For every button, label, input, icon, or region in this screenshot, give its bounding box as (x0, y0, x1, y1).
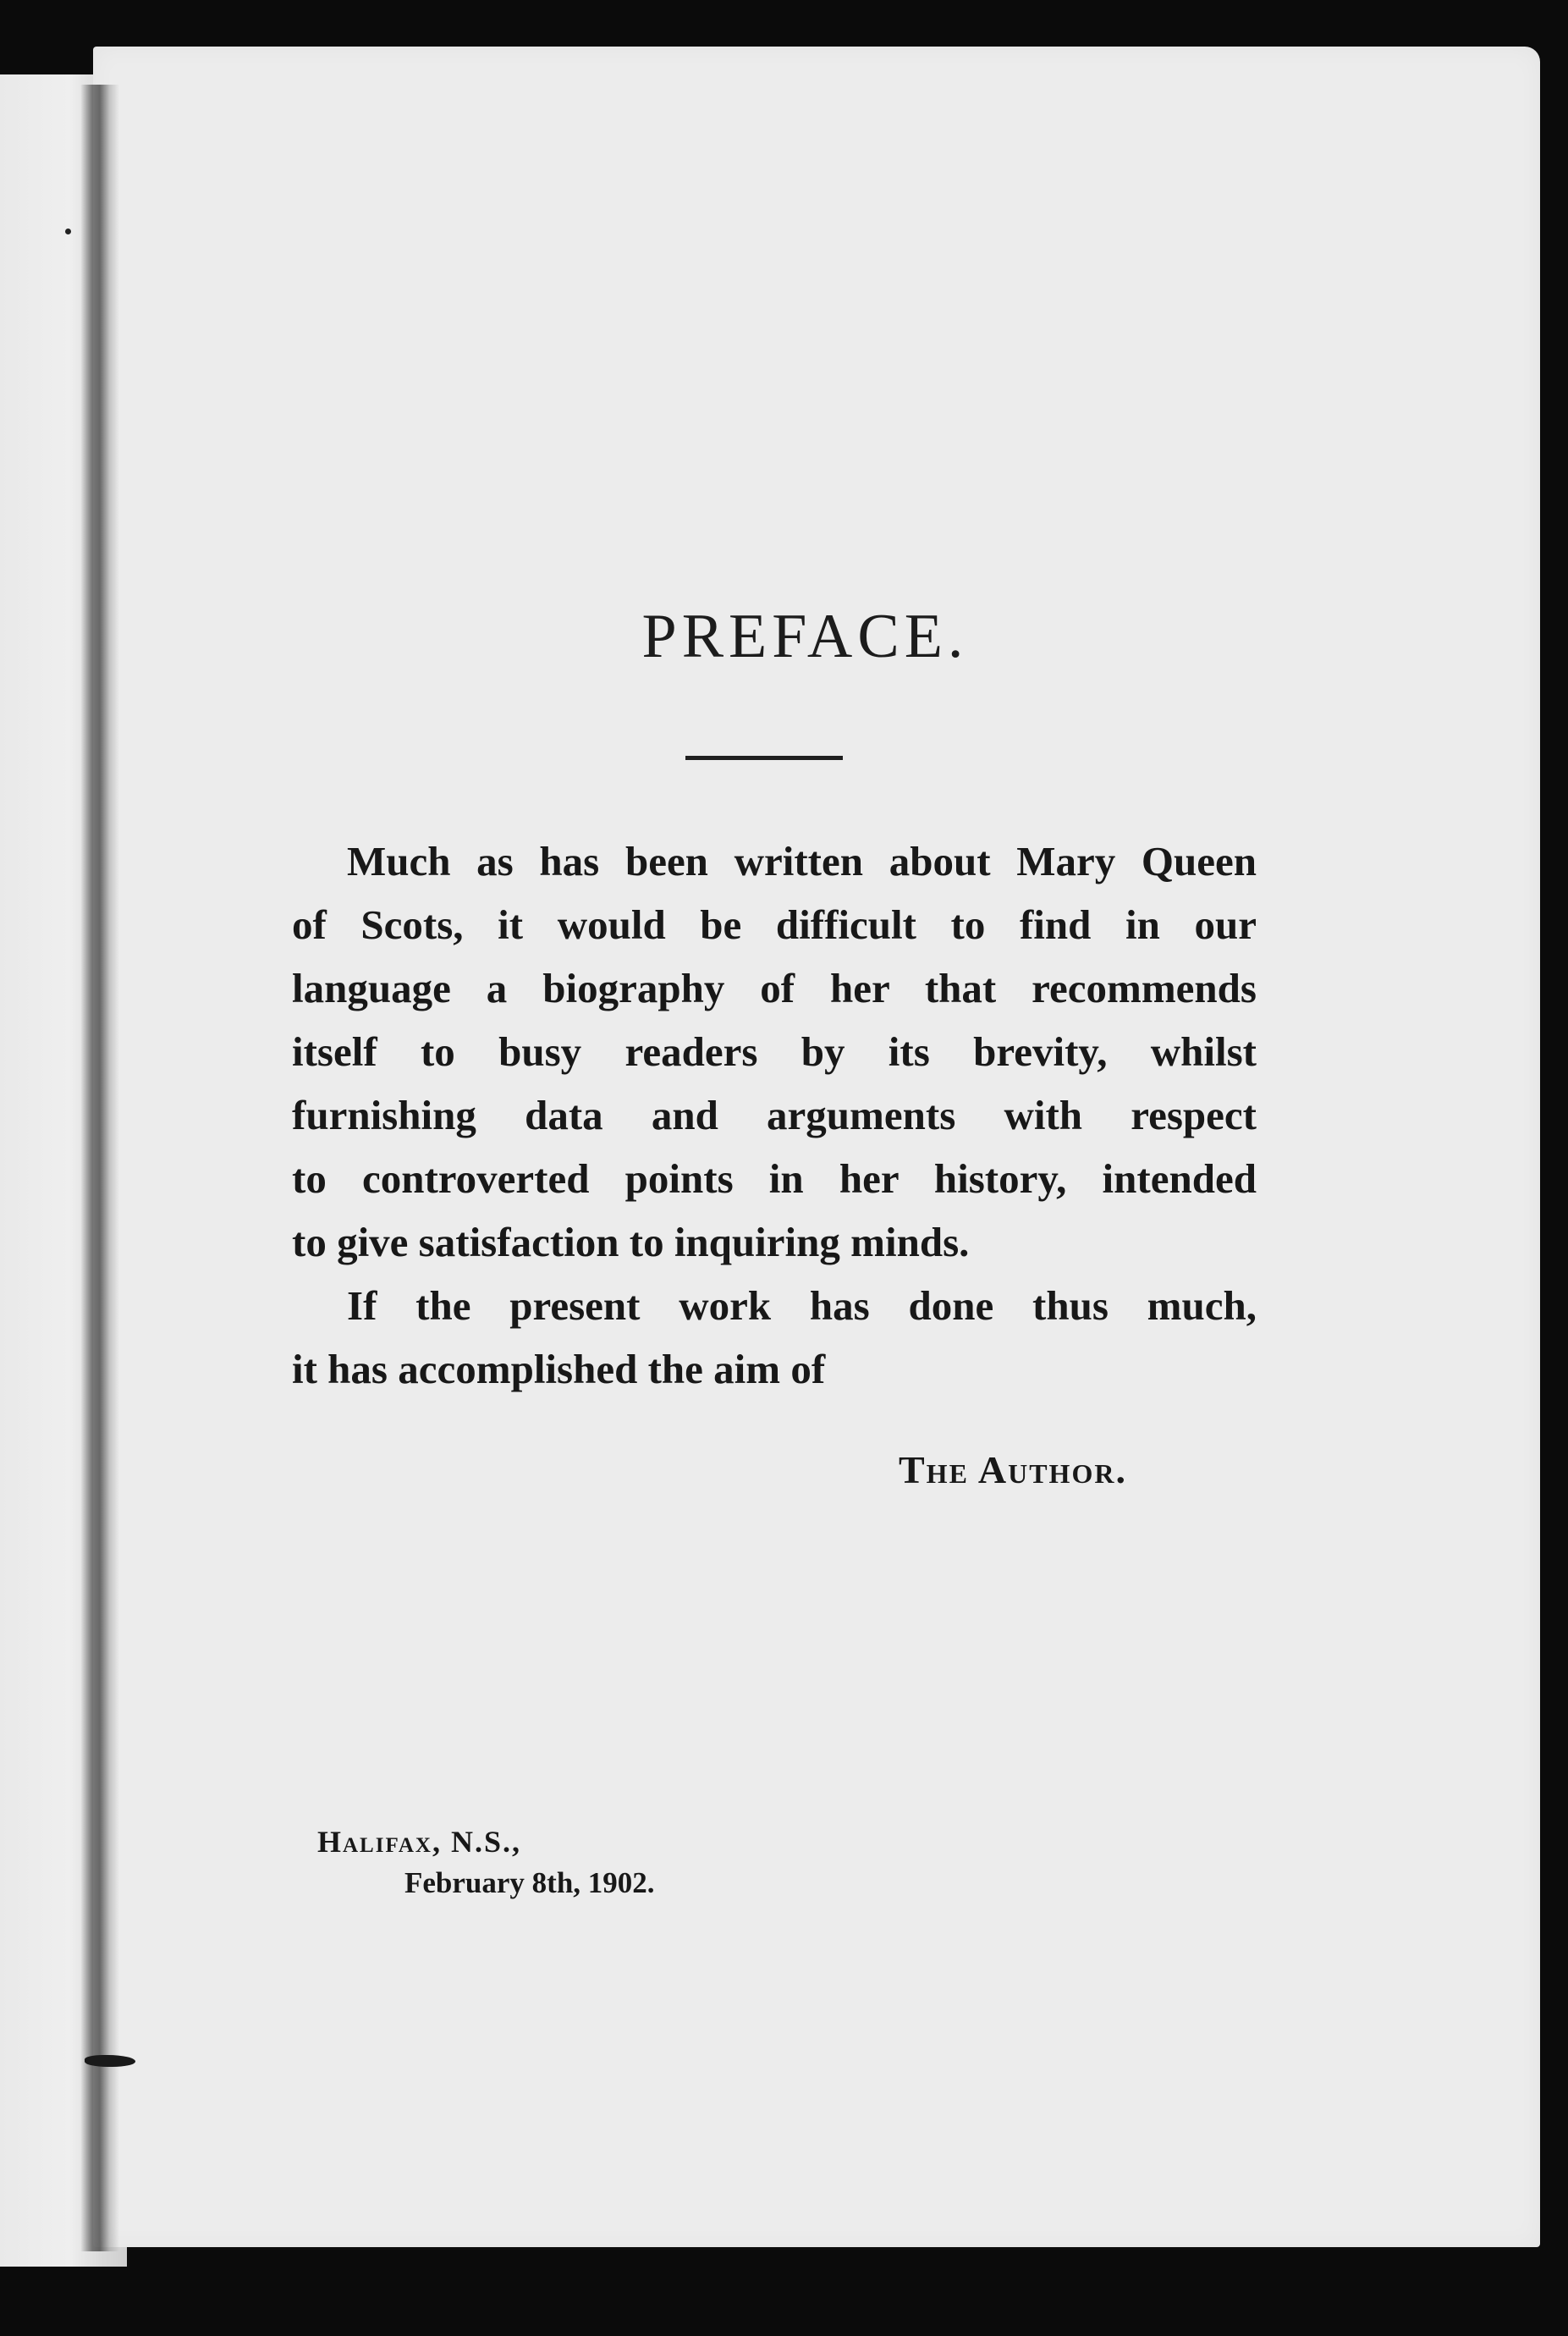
text-line: itself to busy readers by its brevity, whilst (292, 1028, 1257, 1075)
author-signature: The Author. (899, 1448, 1127, 1491)
text-line: to give satisfaction to inquiring minds. (292, 1219, 970, 1265)
text-line: it has accomplished the aim of (292, 1346, 826, 1392)
text-line: furnishing data and arguments with respect (292, 1092, 1257, 1138)
place-line: Halifax, N.S., (317, 1825, 522, 1859)
book-gutter-shadow (80, 85, 119, 2251)
text-line: If the present work has done thus much, (347, 1282, 1257, 1329)
text-line: Much as has been written about Mary Queen (347, 838, 1257, 884)
text-line: of Scots, it would be difficult to find in our (292, 901, 1257, 948)
paragraph-1 (292, 829, 1257, 1274)
page-title: PREFACE. (641, 602, 969, 671)
text-line: to controverted points in her history, intended (292, 1155, 1257, 1202)
paragraph-2 (292, 1274, 1257, 1401)
date-line: February 8th, 1902. (404, 1866, 655, 1899)
binding-mark (85, 2055, 135, 2067)
text-line: language a biography of her that recommends (292, 965, 1257, 1011)
preface-body (292, 829, 1257, 1401)
page-speck (65, 229, 71, 234)
title-rule (685, 756, 843, 760)
